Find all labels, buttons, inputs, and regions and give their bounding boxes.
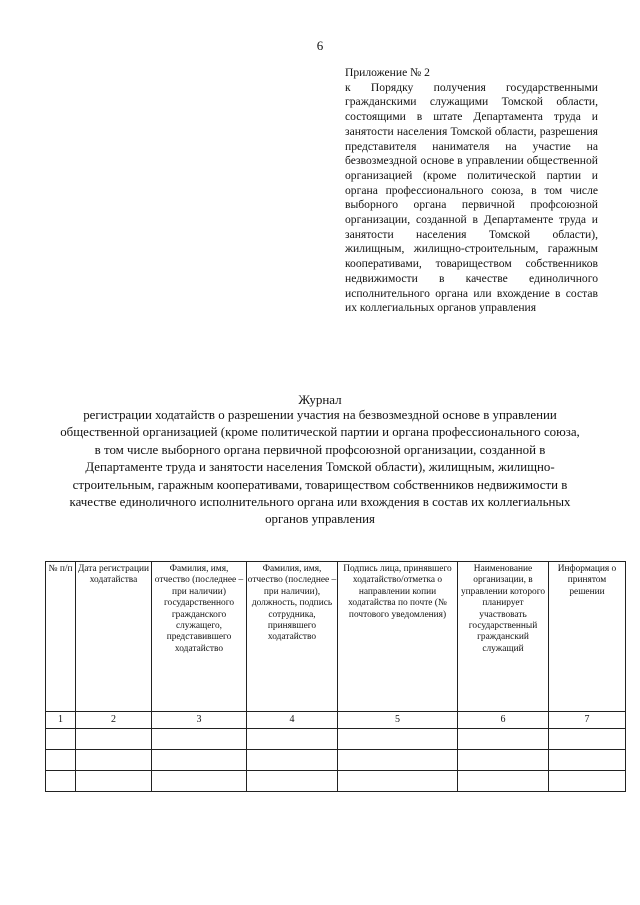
appendix-block <box>345 66 598 316</box>
appendix-title: Приложение № 2 <box>345 66 430 79</box>
header-employee-name: Фамилия, имя, отчество (последнее – при наличии) государственного гражданского служащего, представившего ходатайство <box>152 562 247 712</box>
table-cell <box>338 771 458 792</box>
header-organization-name: Наименование организации, в управлении которого планирует участвовать государственный гражданский служащий <box>458 562 549 712</box>
column-number: 7 <box>549 712 626 729</box>
header-registration-date: Дата регистрации ходатайства <box>76 562 152 712</box>
header-decision-info: Информация о принятом решении <box>549 562 626 712</box>
table-cell <box>247 750 338 771</box>
journal-subtitle: регистрации ходатайств о разрешении участия на безвозмездной основе в управлении общественной организацией (кроме политической партии и органа профессионального союза, в том числе выборного органа первичной профсоюзной организации, созданной в Департаменте труда и занятости населения Томской области), жилищным, жилищно-строительным, гаражным кооперативами, товариществом собственников недвижимости в качестве единоличного исполнительного органа или вхождения в состав их коллегиальных органов управления <box>60 408 580 527</box>
table-cell <box>338 750 458 771</box>
table-row <box>46 750 626 771</box>
column-number-row <box>46 712 626 729</box>
table-cell <box>338 729 458 750</box>
column-number: 5 <box>338 712 458 729</box>
column-number: 1 <box>46 712 76 729</box>
table-cell <box>549 750 626 771</box>
column-number: 4 <box>247 712 338 729</box>
table-cell <box>46 771 76 792</box>
table-cell <box>46 750 76 771</box>
table-cell <box>458 729 549 750</box>
table-header-row <box>46 562 626 712</box>
header-receiver-signature: Подпись лица, принявшего ходатайство/отметка о направлении копии ходатайства по почте (№ почтового уведомления) <box>338 562 458 712</box>
table-cell <box>76 750 152 771</box>
table-cell <box>247 729 338 750</box>
header-number: № п/п <box>46 562 76 712</box>
table-row <box>46 729 626 750</box>
table-cell <box>76 771 152 792</box>
table-cell <box>46 729 76 750</box>
table-cell <box>152 771 247 792</box>
appendix-body: к Порядку получения государственными гражданскими служащими Томской области, состоящими в штате Департамента труда и занятости населения Томской области, разрешения представителя нанимателя на участие на безвозмездной основе в управлении общественной организацией (кроме политической партии и органа профессионального союза, в том числе выборного органа первичной профсоюзной организации, созданной в Департаменте труда и занятости населения Томской области), жилищным, жилищно-строительным, гаражным кооперативами, товариществом собственников недвижимости в качестве единоличного исполнительного органа или вхождение в состав их коллегиальных органов управления <box>345 80 598 315</box>
table-cell <box>247 771 338 792</box>
table-cell <box>458 750 549 771</box>
header-receiver-name: Фамилия, имя, отчество (последнее – при наличии), должность, подпись сотрудника, принявшего ходатайство <box>247 562 338 712</box>
table-cell <box>458 771 549 792</box>
page-number: 6 <box>316 38 324 53</box>
table-cell <box>152 729 247 750</box>
journal-title: Журнал <box>298 392 342 407</box>
column-number: 2 <box>76 712 152 729</box>
journal-table <box>45 561 626 792</box>
table-cell <box>152 750 247 771</box>
column-number: 6 <box>458 712 549 729</box>
table-cell <box>76 729 152 750</box>
column-number: 3 <box>152 712 247 729</box>
table-cell <box>549 771 626 792</box>
table-row <box>46 771 626 792</box>
table-cell <box>549 729 626 750</box>
